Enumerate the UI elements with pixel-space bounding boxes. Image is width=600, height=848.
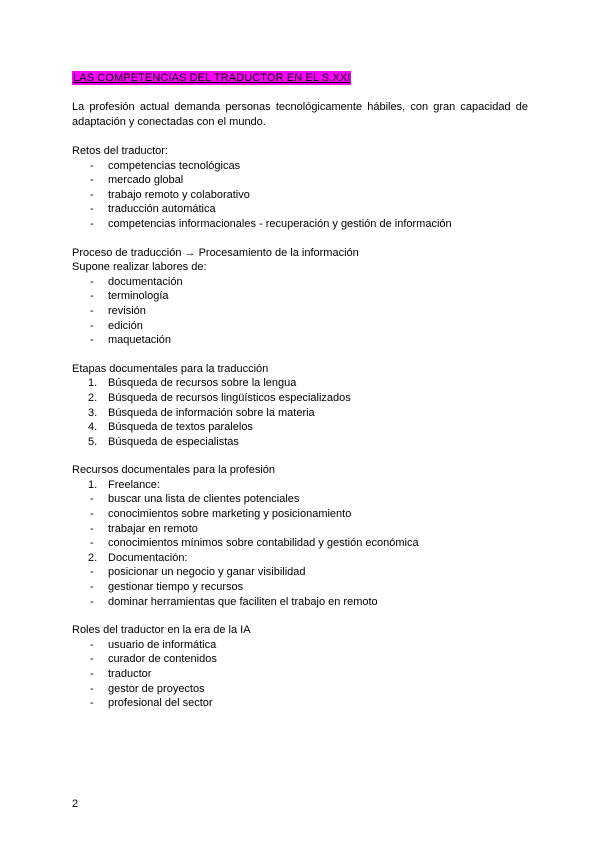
etapas-section bbox=[72, 362, 528, 450]
list-number: 1. bbox=[88, 478, 98, 491]
list-item bbox=[72, 536, 528, 551]
dash-marker: - bbox=[90, 522, 94, 535]
list-item bbox=[72, 696, 528, 711]
list-item bbox=[72, 522, 528, 537]
documentacion-list bbox=[72, 565, 528, 609]
list-item-text: Documentación: bbox=[108, 551, 188, 564]
list-item bbox=[72, 376, 528, 391]
dash-marker: - bbox=[90, 275, 94, 288]
list-item-text: conocimientos sobre marketing y posicionamiento bbox=[108, 508, 352, 521]
list-item bbox=[72, 173, 528, 188]
list-number: 2. bbox=[88, 551, 98, 564]
dash-marker: - bbox=[90, 537, 94, 550]
recursos-documentacion-header bbox=[72, 551, 528, 566]
list-item bbox=[72, 275, 528, 290]
list-number: 1. bbox=[88, 377, 98, 390]
proceso-section bbox=[72, 246, 528, 348]
retos-heading: Retos del traductor: bbox=[72, 145, 168, 157]
list-item bbox=[72, 652, 528, 667]
list-item-text: dominar herramientas que faciliten el trabajo en remoto bbox=[108, 595, 378, 608]
etapas-heading: Etapas documentales para la traducción bbox=[72, 362, 269, 375]
document-page bbox=[72, 71, 528, 711]
list-item bbox=[72, 217, 528, 232]
dash-marker: - bbox=[90, 493, 94, 506]
list-item-text: conocimientos mínimos sobre contabilidad y gestión económica bbox=[108, 537, 419, 550]
intro-paragraph: La profesión actual demanda personas tecnológicamente hábiles, con gran capacidad de adaptación y conectadas con el mundo. bbox=[72, 101, 528, 128]
proceso-heading: Proceso de traducción → Procesamiento de la información bbox=[72, 246, 359, 259]
list-item-text: Freelance: bbox=[108, 478, 160, 491]
list-item bbox=[72, 667, 528, 682]
list-number: 2. bbox=[88, 391, 98, 404]
dash-marker: - bbox=[90, 581, 94, 594]
list-item bbox=[72, 682, 528, 697]
list-item-text: trabajar en remoto bbox=[108, 522, 198, 535]
list-item-text: Búsqueda de información sobre la materia bbox=[108, 406, 315, 419]
list-item-text: curador de contenidos bbox=[108, 653, 217, 666]
dash-marker: - bbox=[90, 595, 94, 608]
list-item bbox=[72, 333, 528, 348]
list-item-text: Búsqueda de recursos sobre la lengua bbox=[108, 377, 297, 390]
proceso-subheading: Supone realizar labores de: bbox=[72, 261, 207, 274]
list-item bbox=[72, 507, 528, 522]
dash-marker: - bbox=[90, 203, 94, 216]
dash-marker: - bbox=[90, 668, 94, 680]
title-row bbox=[72, 71, 528, 85]
list-item-text: revisión bbox=[108, 304, 146, 317]
list-item-text: traducción automática bbox=[108, 203, 216, 216]
dash-marker: - bbox=[90, 304, 94, 317]
list-item-text: profesional del sector bbox=[108, 697, 213, 710]
list-item-text: Búsqueda de recursos lingüísticos especializados bbox=[108, 391, 351, 404]
list-item-text: documentación bbox=[108, 275, 183, 288]
list-item bbox=[72, 565, 528, 580]
dash-marker: - bbox=[90, 334, 94, 347]
list-item bbox=[72, 159, 528, 174]
dash-marker: - bbox=[90, 653, 94, 666]
list-item-text: competencias informacionales - recuperación y gestión de información bbox=[108, 217, 452, 230]
dash-marker: - bbox=[90, 697, 94, 710]
list-item-text: mercado global bbox=[108, 174, 184, 187]
dash-marker: - bbox=[90, 566, 94, 579]
list-item bbox=[72, 188, 528, 203]
dash-marker: - bbox=[90, 290, 94, 303]
roles-heading: Roles del traductor en la era de la IA bbox=[72, 624, 251, 637]
list-item-text: buscar una lista de clientes potenciales bbox=[108, 493, 300, 506]
list-item-text: Búsqueda de especialistas bbox=[108, 435, 239, 448]
list-item bbox=[72, 420, 528, 435]
recursos-freelance-header bbox=[72, 478, 528, 493]
retos-list bbox=[72, 159, 528, 232]
freelance-list bbox=[72, 492, 528, 550]
recursos-heading: Recursos documentales para la profesión bbox=[72, 464, 276, 477]
roles-list bbox=[72, 638, 528, 711]
list-item bbox=[72, 202, 528, 217]
list-item bbox=[72, 289, 528, 304]
list-item bbox=[72, 435, 528, 450]
list-item-text: terminología bbox=[108, 290, 169, 303]
list-number: 4. bbox=[88, 421, 98, 434]
list-item-text: traductor bbox=[108, 668, 152, 680]
dash-marker: - bbox=[90, 174, 94, 187]
list-item-text: gestionar tiempo y recursos bbox=[108, 581, 244, 594]
list-item bbox=[72, 478, 528, 493]
recursos-section bbox=[72, 463, 528, 609]
list-item-text: Búsqueda de textos paralelos bbox=[108, 421, 253, 434]
list-item bbox=[72, 304, 528, 319]
roles-section bbox=[72, 623, 528, 711]
list-item bbox=[72, 551, 528, 566]
dash-marker: - bbox=[90, 159, 94, 172]
list-item bbox=[72, 638, 528, 653]
list-item-text: maquetación bbox=[108, 334, 171, 347]
list-item-text: competencias tecnológicas bbox=[108, 159, 241, 172]
dash-marker: - bbox=[90, 319, 94, 332]
list-item-text: posicionar un negocio y ganar visibilidad bbox=[108, 566, 306, 579]
list-item-text: trabajo remoto y colaborativo bbox=[108, 188, 250, 201]
dash-marker: - bbox=[90, 638, 94, 651]
list-item-text: gestor de proyectos bbox=[108, 682, 205, 695]
proceso-list bbox=[72, 275, 528, 348]
list-number: 5. bbox=[88, 435, 98, 448]
retos-section bbox=[72, 144, 528, 232]
list-item bbox=[72, 580, 528, 595]
etapas-list bbox=[72, 376, 528, 449]
list-item-text: edición bbox=[108, 319, 143, 332]
list-item bbox=[72, 391, 528, 406]
list-item-text: usuario de informática bbox=[108, 638, 217, 651]
list-item bbox=[72, 595, 528, 610]
dash-marker: - bbox=[90, 682, 94, 695]
list-item bbox=[72, 406, 528, 421]
dash-marker: - bbox=[90, 188, 94, 201]
page-number: 2 bbox=[72, 798, 79, 810]
dash-marker: - bbox=[90, 217, 94, 230]
dash-marker: - bbox=[90, 508, 94, 521]
list-item bbox=[72, 492, 528, 507]
list-item bbox=[72, 319, 528, 334]
document-title: LAS COMPETENCIAS DEL TRADUCTOR EN EL S.XXI bbox=[73, 72, 351, 84]
list-number: 3. bbox=[88, 406, 98, 419]
